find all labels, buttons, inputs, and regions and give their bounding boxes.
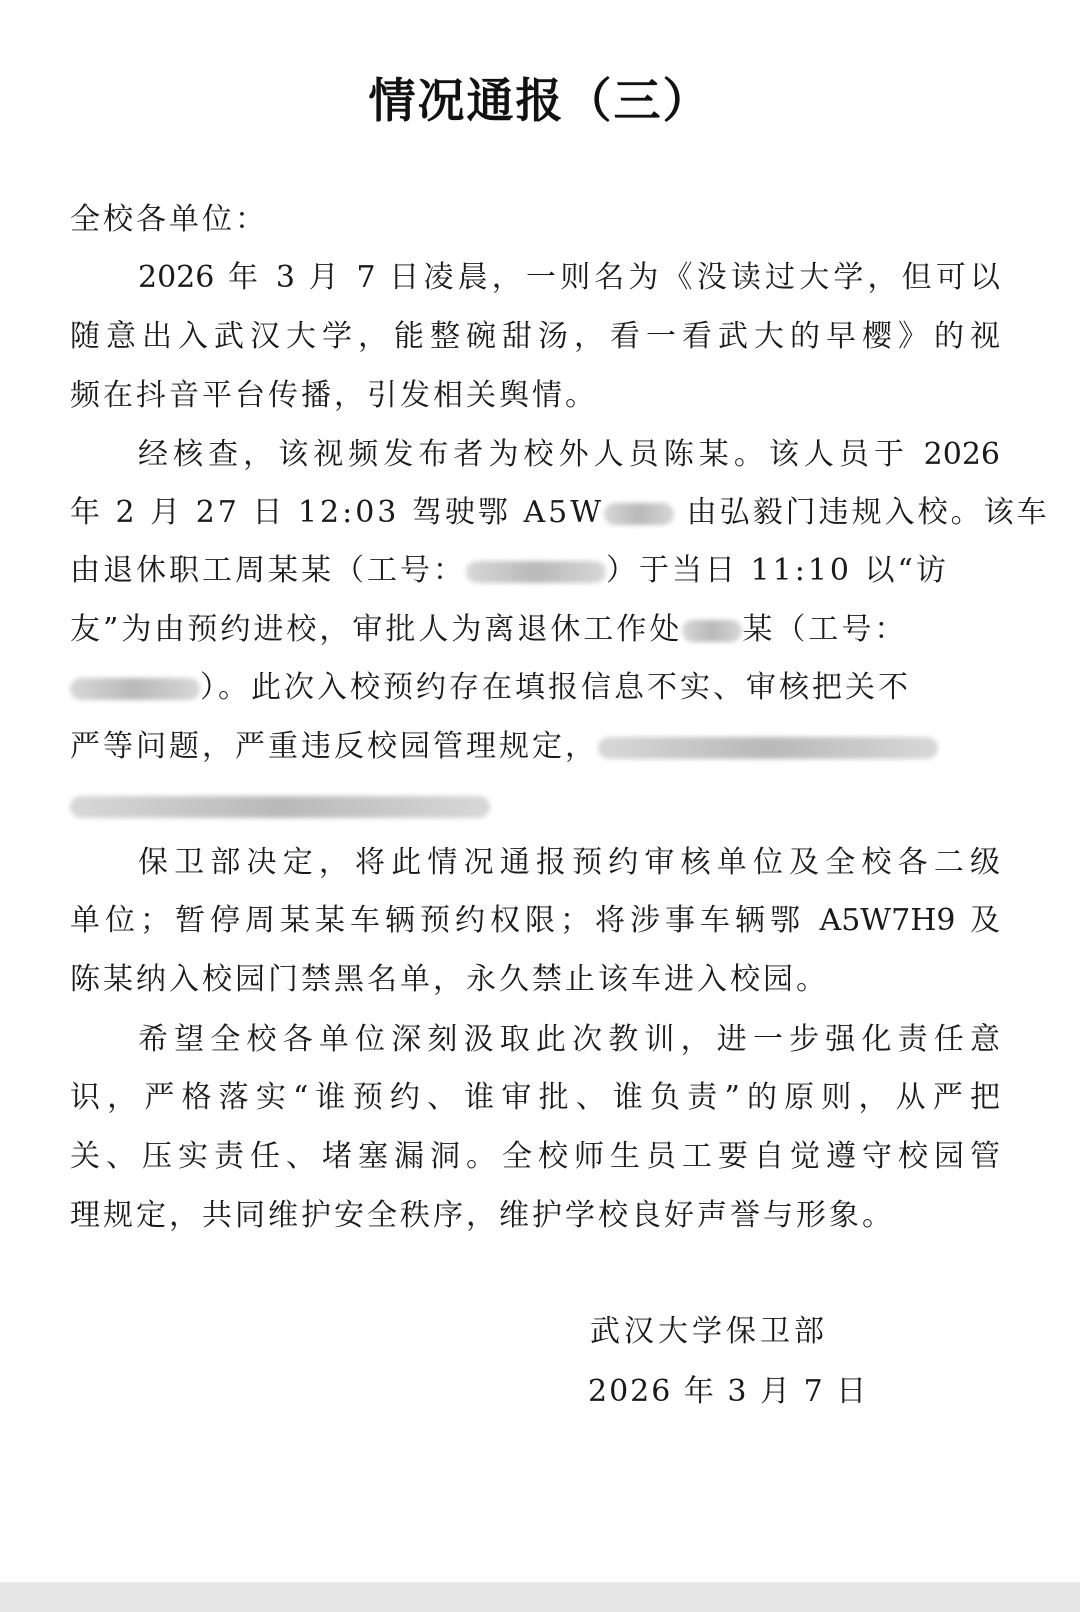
paragraph-1-line-3: 频在抖音平台传播，引发相关舆情。 <box>70 378 598 413</box>
paragraph-1-line-2: 随意出入武汉大学，能整碗甜汤，看一看武大的早樱》的视 <box>70 319 1000 354</box>
text-segment: 严等问题，严重违反校园管理规定， <box>70 729 598 764</box>
bottom-bar <box>0 1582 1080 1612</box>
paragraph-2-line-7 <box>70 786 1000 826</box>
redacted-employee-id <box>70 678 200 700</box>
text-segment: 友”为由预约进校，审批人为离退休工作处 <box>70 612 683 647</box>
paragraph-2-line-6 <box>70 727 1000 767</box>
redacted-text <box>598 737 938 759</box>
redacted-plate <box>604 503 674 525</box>
text-segment: ）于当日 11:10 以“访 <box>606 553 949 588</box>
paragraph-2-line-2 <box>70 493 1050 533</box>
paragraph-2-line-1: 经核查，该视频发布者为校外人员陈某。该人员于 2026 <box>138 437 1000 472</box>
signature-date: 2026 年 3 月 7 日 <box>588 1374 869 1409</box>
paragraph-3-line-3: 陈某纳入校园门禁黑名单，永久禁止该车进入校园。 <box>70 962 829 997</box>
paragraph-2-line-5 <box>70 668 1000 708</box>
paragraph-3-line-1: 保卫部决定，将此情况通报预约审核单位及全校各二级 <box>138 845 1000 880</box>
text-segment: 年 2 月 27 日 12:03 驾驶鄂 A5W <box>70 495 605 530</box>
paragraph-4-line-2: 识，严格落实“谁预约、谁审批、谁负责”的原则，从严把 <box>70 1080 1000 1115</box>
redacted-text <box>70 796 490 818</box>
text-segment: ）。此次入校预约存在填报信息不实、审核把关不 <box>200 670 911 705</box>
salutation: 全校各单位： <box>70 202 268 237</box>
signature-org: 武汉大学保卫部 <box>590 1314 828 1349</box>
redacted-name <box>682 620 742 642</box>
paragraph-4-line-4: 理规定，共同维护安全秩序，维护学校良好声誉与形象。 <box>70 1198 895 1233</box>
text-segment: 由弘毅门违规入校。该车 <box>686 495 1050 530</box>
redacted-employee-id <box>466 561 606 583</box>
paragraph-3-line-2: 单位；暂停周某某车辆预约权限；将涉事车辆鄂 A5W7H9 及 <box>70 903 1000 938</box>
text-segment: 某（工号： <box>742 612 908 647</box>
text-segment: 由退休职工周某某（工号： <box>70 553 466 588</box>
paragraph-1-line-1: 2026 年 3 月 7 日凌晨，一则名为《没读过大学，但可以 <box>138 260 1000 295</box>
paragraph-4-line-3: 关、压实责任、堵塞漏洞。全校师生员工要自觉遵守校园管 <box>70 1139 1000 1174</box>
paragraph-2-line-3 <box>70 551 1000 591</box>
paragraph-2-line-4 <box>70 610 1000 650</box>
paragraph-4-line-1: 希望全校各单位深刻汲取此次教训，进一步强化责任意 <box>138 1022 1000 1057</box>
document-title: 情况通报（三） <box>368 74 712 129</box>
